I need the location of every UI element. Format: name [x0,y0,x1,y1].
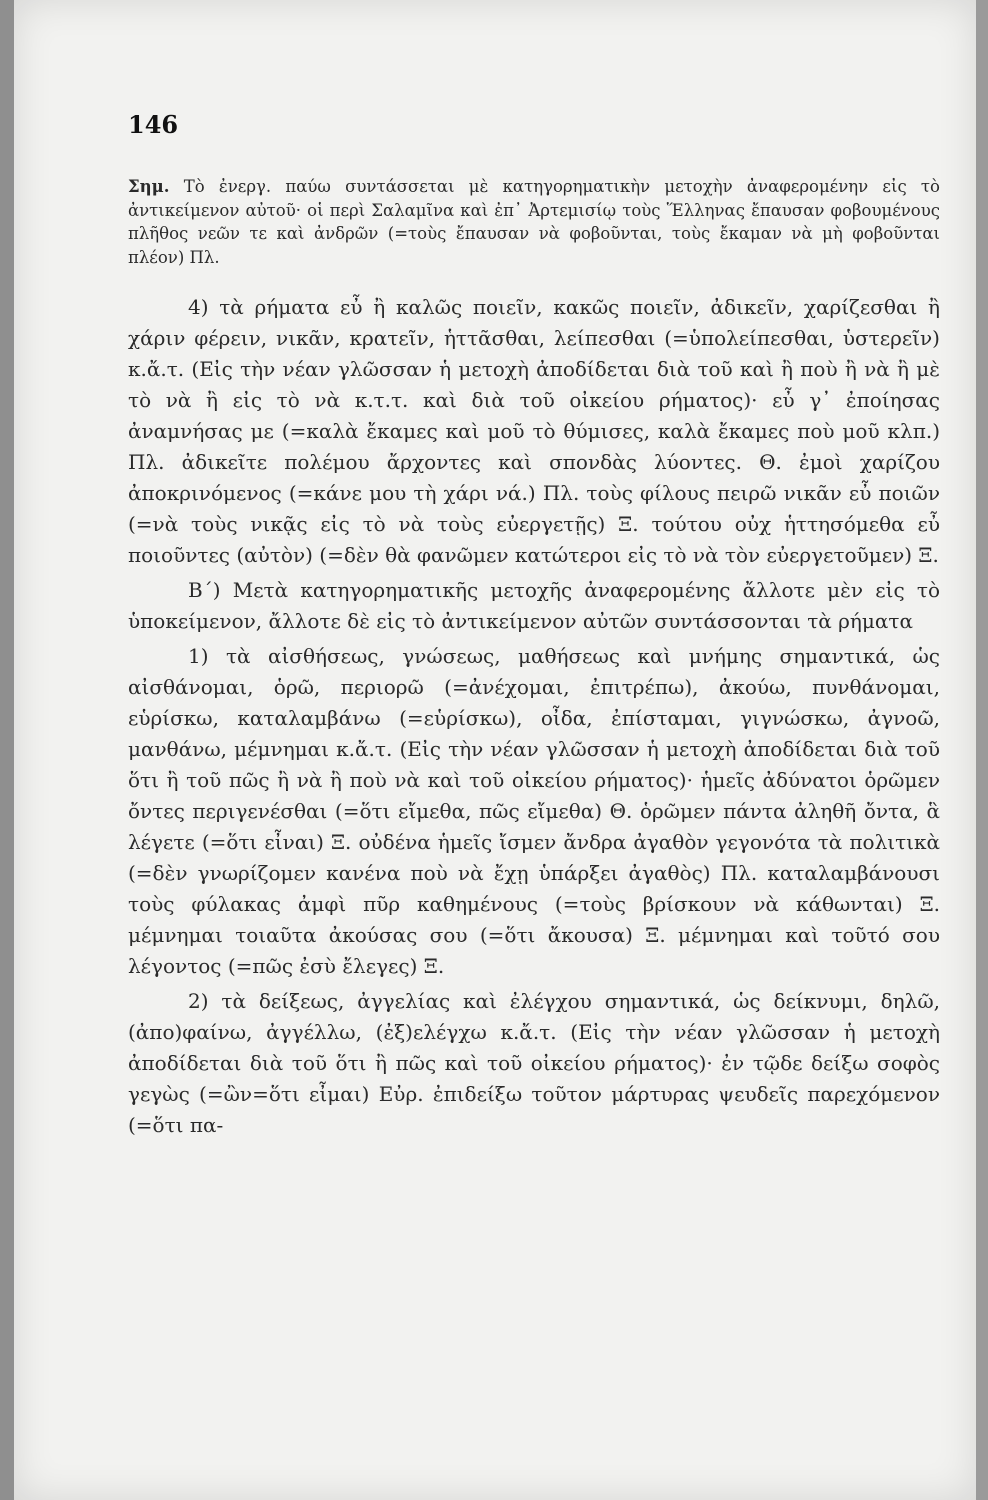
paragraph-2: 2) τὰ δείξεως, ἀγγελίας καὶ ἐλέγχου σημαντικά, ὡς δείκνυμι, δηλῶ, (ἀπο)φαίνω, ἀγγέλλω, (ἐξ)ελέγχω κ.ἄ.τ. (Εἰς τὴν νέαν γλῶσσαν ἡ μετοχὴ ἀποδίδεται διὰ τοῦ ὅτι ἢ πῶς καὶ τοῦ οἰκείου ρήματος)· ἐν τῷδε δείξω σοφὸς γεγὼς (=ὢν=ὅτι εἶμαι) Εὐρ. ἐπιδείξω τοῦτον μάρτυρας ψευδεῖς παρεχόμενον (=ὅτι πα- [128,989,940,1137]
paragraph-b: Β΄) Μετὰ κατηγορηματικῆς μετοχῆς ἀναφερομένης ἄλλοτε μὲν εἰς τὸ ὑποκείμενον, ἄλλοτε δὲ εἰς τὸ ἀντικείμενον αὐτῶν συντάσσονται τὰ ρήματα [128,578,940,633]
main-text [128,292,940,1141]
note-text: Τὸ ἐνεργ. παύω συντάσσεται μὲ κατηγορηματικὴν μετοχὴν ἀναφερομένην εἰς τὸ ἀντικείμενον αὐτοῦ· οἱ περὶ Σαλαμῖνα καὶ ἐπ᾽ Ἀρτεμισίῳ τοὺς Ἕλληνας ἔπαυσαν φοβουμένους πλῆθος νεῶν τε καὶ ἀνδρῶν (=τοὺς ἔπαυσαν νὰ φοβοῦνται, τοὺς ἔκαμαν νὰ μὴ φοβοῦνται πλέον) Πλ. [128,177,940,267]
page-edge [976,0,988,1500]
page-number: 146 [128,110,179,139]
paragraph-4: 4) τὰ ρήματα εὖ ἢ καλῶς ποιεῖν, κακῶς ποιεῖν, ἀδικεῖν, χαρίζεσθαι ἢ χάριν φέρειν, νικᾶν, κρατεῖν, ἡττᾶσθαι, λείπεσθαι (=ὑπολείπεσθαι, ὑστερεῖν) κ.ἄ.τ. (Εἰς τὴν νέαν γλῶσσαν ἡ μετοχὴ ἀποδίδεται διὰ τοῦ καὶ ἢ ποὺ ἢ νὰ ἢ μὲ τὸ νὰ ἢ εἰς τὸ νὰ κ.τ.τ. καὶ διὰ τοῦ οἰκείου ρήματος)· εὖ γ᾽ ἐποίησας ἀναμνήσας με (=καλὰ ἔκαμες καὶ μοῦ τὸ θύμισες, καλὰ ἔκαμες ποὺ μοῦ κλπ.) Πλ. ἀδικεῖτε πολέμου ἄρχοντες καὶ σπονδὰς λύοντες. Θ. ἐμοὶ χαρίζου ἀποκρινόμενος (=κάνε μου τὴ χάρι νά.) Πλ. τοὺς φίλους πειρῶ νικᾶν εὖ ποιῶν (=νὰ τοὺς νικᾷς εἰς τὸ νὰ τοὺς εὐεργετῇς) Ξ. τούτου οὐχ ἡττησόμεθα εὖ ποιοῦντες (αὐτὸν) (=δὲν θὰ φανῶμεν κατώτεροι εἰς τὸ νὰ τὸν εὐεργετοῦμεν) Ξ. [128,295,940,567]
note-label: Σημ. [128,177,170,196]
footnote-paragraph [128,175,940,269]
paragraph-1: 1) τὰ αἰσθήσεως, γνώσεως, μαθήσεως καὶ μνήμης σημαντικά, ὡς αἰσθάνομαι, ὁρῶ, περιορῶ (=ἀνέχομαι, ἐπιτρέπω), ἀκούω, πυνθάνομαι, εὑρίσκω, καταλαμβάνω (=εὑρίσκω), οἶδα, ἐπίσταμαι, γιγνώσκω, ἀγνοῶ, μανθάνω, μέμνημαι κ.ἄ.τ. (Εἰς τὴν νέαν γλῶσσαν ἡ μετοχὴ ἀποδίδεται διὰ τοῦ ὅτι ἢ τοῦ πῶς ἢ νὰ ἢ ποὺ νὰ καὶ τοῦ οἰκείου ρήματος)· ἡμεῖς ἀδύνατοι ὁρῶμεν ὄντες περιγενέσθαι (=ὅτι εἴμεθα, πῶς εἴμεθα) Θ. ὁρῶμεν πάντα ἀληθῆ ὄντα, ἃ λέγετε (=ὅτι εἶναι) Ξ. οὐδένα ἡμεῖς ἴσμεν ἄνδρα ἀγαθὸν γεγονότα τὰ πολιτικὰ (=δὲν γνωρίζομεν κανένα ποὺ νὰ ἔχῃ ὑπάρξει ἀγαθὸς) Πλ. καταλαμβάνουσι τοὺς φύλακας ἀμφὶ πῦρ καθημένους (=τοὺς βρίσκουν νὰ κάθωνται) Ξ. μέμνημαι τοιαῦτα ἀκούσας σου (=ὅτι ἄκουσα) Ξ. μέμνημαι καὶ τοῦτό σου λέγοντος (=πῶς ἐσὺ ἔλεγες) Ξ. [128,644,940,978]
